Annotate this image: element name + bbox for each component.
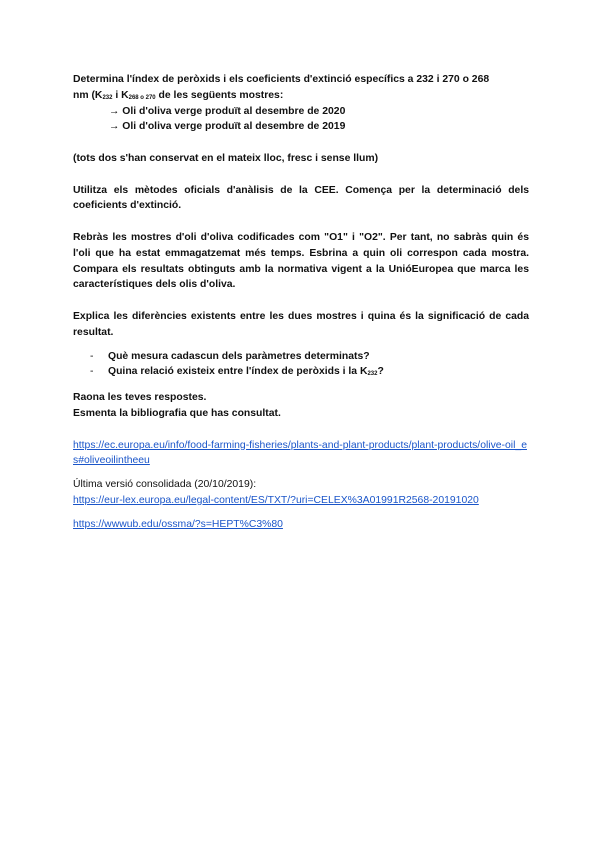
reason-line: Raona les teves respostes.: [73, 392, 207, 404]
sample-item-2020: → Oli d'oliva verge produït al desembre de 2020: [109, 105, 346, 117]
bullet-dash: -: [90, 350, 94, 362]
samples-paragraph: Rebràs les mostres d'oli d'oliva codificades com "O1" i "O2". Per tant, no sabràs quin és l'oli que ha estat emmagatzemat més temps. Esbrina a quin oli correspon cada mostra. Compara els resultats obtinguts amb la normativa vigent a la UnióEuropea que marca les característiques dels olis d'oliva.: [73, 231, 529, 291]
explain-paragraph: Explica les diferències existents entre les dues mostres i quina és la significació de cada resultat.: [73, 310, 529, 338]
task-intro-line1: Determina l'índex de peròxids i els coeficients d'extinció específics a 232 i 270 o 268: [73, 74, 490, 85]
europa-olive-oil-link[interactable]: https://ec.europa.eu/info/food-farming-fisheries/plants-and-plant-products/plant-products/olive-oil_es#oliveoilintheeu: [73, 439, 527, 467]
methods-paragraph: Utilitza els mètodes oficials d'anàlisis de la CEE. Comença per la determinació dels coeficients d'extinció.: [73, 184, 529, 212]
bibliography-line: Esmenta la bibliografia que has consultat.: [73, 407, 281, 419]
question-item: [73, 349, 529, 365]
question-list: [73, 349, 529, 381]
link-europa-olive-oil: [73, 438, 529, 470]
k-subscript-232: 232: [102, 94, 113, 101]
text-fragment: i K: [112, 89, 129, 101]
storage-note: (tots dos s'han conservat en el mateix lloc, fresc i sense llum): [73, 152, 379, 164]
closing-instructions: [73, 390, 529, 422]
consolidated-version-label: Última versió consolidada (20/10/2019):: [73, 479, 257, 491]
task-intro-line2: [73, 88, 529, 104]
sample-item-2019: → Oli d'oliva verge produït al desembre de 2019: [109, 121, 346, 133]
link-eur-lex: [73, 493, 529, 509]
question-text: Quina relació existeix entre l'índex de peròxids i la K: [108, 366, 368, 378]
document-body: [73, 72, 529, 533]
text-fragment: de les següents mostres:: [155, 89, 284, 101]
eur-lex-link[interactable]: https://eur-lex.europa.eu/legal-content/ES/TXT/?uri=CELEX%3A01991R2568-20191020: [73, 494, 479, 506]
question-text: ?: [377, 366, 384, 378]
link-ub-ossma: [73, 517, 529, 533]
question-item: [73, 364, 529, 380]
k-subscript-268-270: 268 o 270: [128, 94, 156, 101]
text-fragment: nm (K: [73, 89, 103, 101]
ub-ossma-link[interactable]: https://wwwub.edu/ossma/?s=HEPT%C3%80: [73, 518, 283, 530]
k-subscript-232: 232: [367, 371, 378, 378]
task-intro: [73, 72, 529, 135]
bullet-dash: -: [90, 366, 94, 378]
question-text: Què mesura cadascun dels paràmetres determinats?: [108, 350, 370, 362]
